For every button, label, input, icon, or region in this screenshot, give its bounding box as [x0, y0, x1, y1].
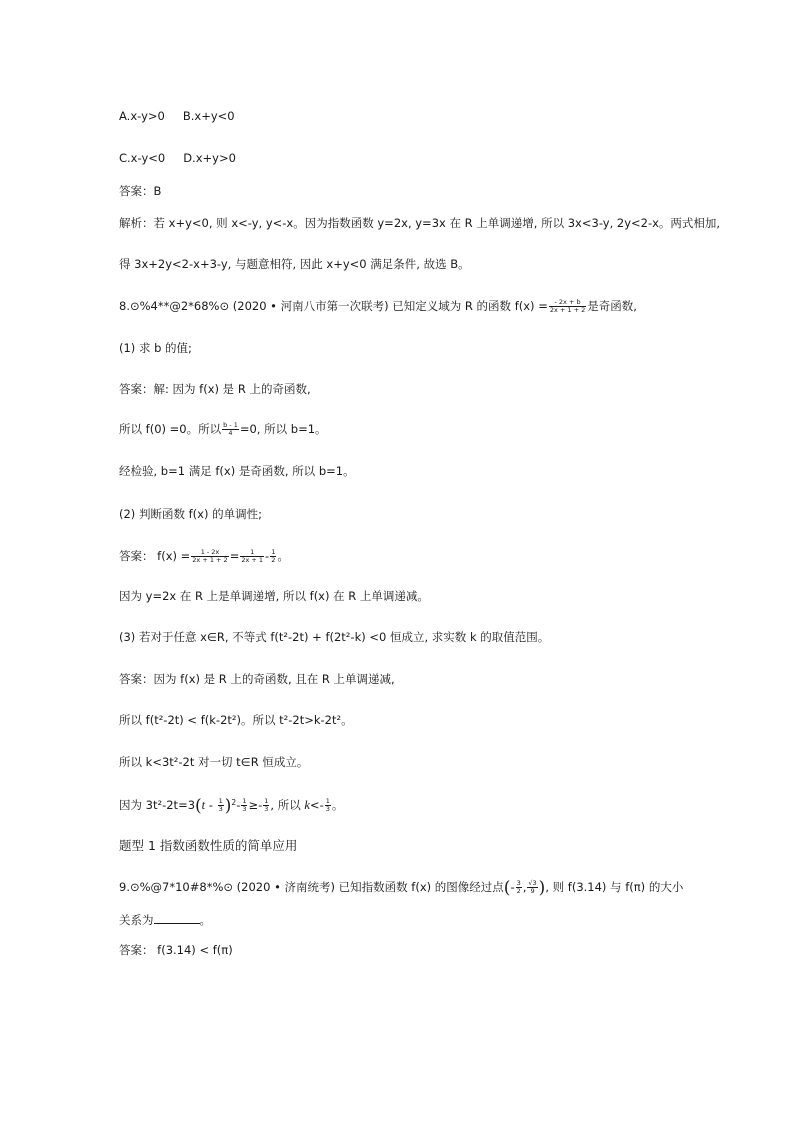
fraction-numerator: 1 [264, 797, 269, 805]
answer-text: 所以 f(0) =0。所以 [119, 422, 222, 436]
answer-text: 答案： f(x) = [119, 549, 191, 563]
fraction [241, 798, 247, 813]
fraction-numerator: 3 [516, 879, 521, 887]
q7-analysis-line-1: 解析：若 x+y<0, 则 x<-y, y<-x。因为指数函数 y=2x, y=3x 在 R 上单调递增, 所以 3x<3-y, 2y<2-x。两式相加, [119, 216, 721, 230]
q7-answer: 答案：B [119, 184, 162, 198]
fraction [240, 549, 264, 564]
q8-part-3: (3) 若对于任意 x∈R, 不等式 f(t²-2t) + f(2t²-k) <0 恒成立, 求实数 k 的取值范围。 [119, 630, 550, 644]
fraction-numerator: 1 [325, 797, 330, 805]
fraction [218, 798, 224, 813]
fraction-denominator: 2 [271, 556, 276, 564]
q8-answer-3-a: 答案：因为 f(x) 是 R 上的奇函数, 且在 R 上单调递减, [119, 672, 395, 686]
q9-stem: 9.⊙%@7*10#8*%⊙ (2020 • 济南统考) 已知指数函数 f(x) 的图像经过点(- $\frac{3}{2}$ , $\frac{√3}{9}$ ), 则 f(3.14) 与 f(π) 的大小 [119, 878, 684, 898]
option-c: C.x-y<0 [119, 151, 166, 165]
fraction [222, 422, 239, 437]
q8-stem-suffix: 是奇函数, [587, 299, 637, 313]
fraction-numerator: 1 [240, 549, 264, 557]
q9-stem-prefix: 9.⊙%@7*10#8*%⊙ (2020 • 济南统考) 已知指数函数 f(x) 的图像经过点 [119, 880, 504, 894]
fraction-denominator: 3 [264, 805, 269, 813]
option-a: A.x-y>0 [119, 109, 165, 123]
fraction-numerator: 1 - 2x [191, 549, 228, 557]
option-d: D.x+y>0 [183, 151, 236, 165]
q8-part-1: (1) 求 b 的值; [119, 341, 192, 355]
equals-sign: = [229, 549, 240, 563]
fraction-denominator: 2x + 1 + 2 [192, 556, 228, 564]
q9-stem-text: 关系为 [119, 913, 154, 927]
fraction-numerator: 1 [242, 797, 247, 805]
q8-answer-3-d: 因为 3t²-2t=3(t - $\frac{1}{3}$ )$^2$- $\frac{1}{3}$ ≥- $\frac{1}{3}$ , 所以 k<- $\frac{1}{3}$ 。 [119, 796, 344, 816]
period: 。 [199, 913, 211, 927]
answer-text: =0, 所以 b=1。 [239, 422, 327, 436]
q8-part-2: (2) 判断函数 f(x) 的单调性; [119, 507, 262, 521]
fraction-numerator: - 2x + b [549, 299, 586, 307]
q8-stem-prefix: 8.⊙%4**@2*68%⊙ (2020 • 河南八市第一次联考) 已知定义域为 R 的函数 f(x) = [119, 299, 548, 313]
fraction-denominator: 4 [228, 429, 233, 437]
section-heading: 题型 1 指数函数性质的简单应用 [119, 838, 298, 853]
fraction-denominator: 3 [218, 805, 223, 813]
q8-answer-2-b: 因为 y=2x 在 R 上是单调递增, 所以 f(x) 在 R 上单调递减。 [119, 589, 429, 603]
fraction-numerator: 1 [218, 797, 223, 805]
fraction-numerator: 1 [271, 548, 276, 556]
q9-answer: 答案： f(3.14) < f(π) [119, 943, 233, 957]
q8-answer-1-c: 经检验, b=1 满足 f(x) 是奇函数, 所以 b=1。 [119, 464, 355, 478]
q8-stem [119, 298, 637, 314]
fraction-denominator: 3 [242, 805, 247, 813]
fraction [527, 880, 537, 895]
fraction-numerator: b - 1 [223, 421, 238, 429]
answer-blank [154, 913, 200, 924]
q8-answer-1-b [119, 421, 327, 437]
fraction [191, 549, 228, 564]
q8-answer-3-c: 所以 k<3t²-2t 对一切 t∈R 恒成立。 [119, 755, 309, 769]
minus-sign: - [265, 549, 270, 563]
fraction-numerator: √3 [528, 879, 537, 887]
option-b: B.x+y<0 [182, 109, 235, 123]
fraction [325, 798, 331, 813]
fraction-denominator: 9 [530, 887, 535, 895]
fraction [270, 549, 276, 564]
q8-answer-3-b: 所以 f(t²-2t) < f(k-2t²)。所以 t²-2t>k-2t²。 [119, 713, 353, 727]
options-row-2 [119, 150, 236, 166]
q7-analysis-line-2: 得 3x+2y<2-x+3-y, 与题意相符, 因此 x+y<0 满足条件, 故选 B。 [119, 257, 470, 271]
fraction-denominator: 2x + 1 [241, 556, 264, 564]
q9-stem-suffix: , 则 f(3.14) 与 f(π) 的大小 [545, 880, 684, 894]
q8-answer-2 [119, 548, 289, 564]
fraction [263, 798, 269, 813]
q8-function-fraction [549, 299, 586, 314]
fraction-denominator: 2x + 1 + 2 [549, 306, 586, 314]
fraction-denominator: 2 [516, 887, 521, 895]
period: 。 [277, 549, 289, 563]
q8-answer-1-a: 答案：解: 因为 f(x) 是 R 上的奇函数, [119, 382, 311, 396]
q9-stem-line-2 [119, 912, 211, 928]
options-row-1 [119, 108, 235, 124]
answer-text: 因为 3t²-2t=3 [119, 798, 196, 812]
fraction-denominator: 3 [325, 805, 330, 813]
fraction [516, 880, 522, 895]
